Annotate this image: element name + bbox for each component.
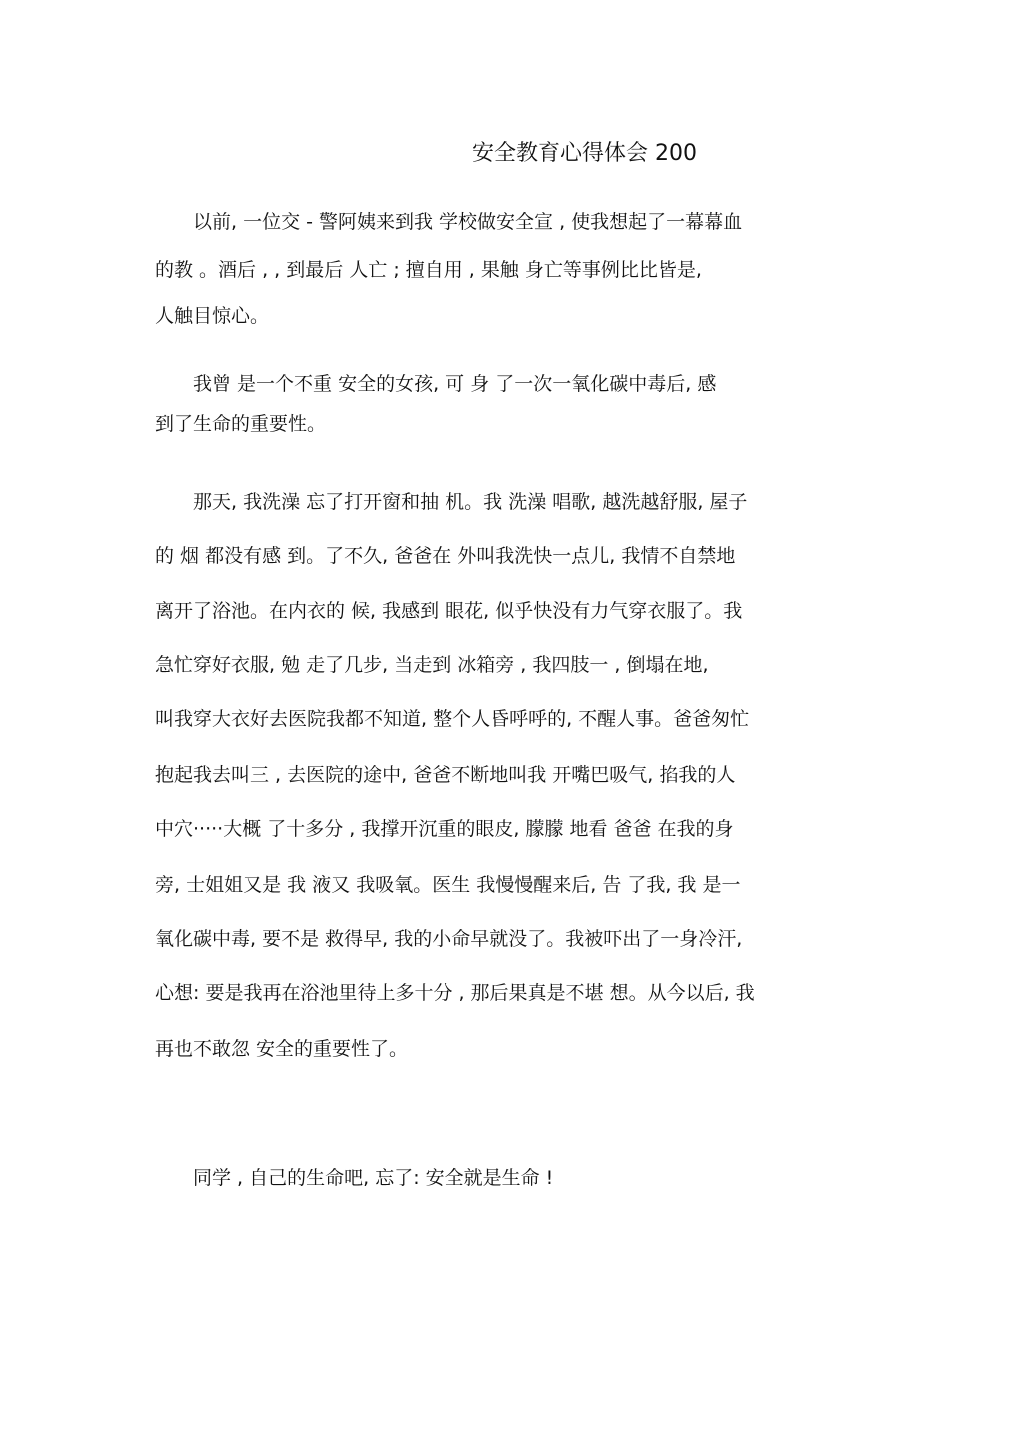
paragraph-line: 离开了浴池。在内衣的 候, 我感到 眼花, 似乎快没有力气穿衣服了。我 (155, 600, 743, 622)
paragraph-line: 以前, 一位交 - 警阿姨来到我 学校做安全宣 , 使我想起了一幕幕血 (155, 211, 743, 233)
paragraph-line: 那天, 我洗澡 忘了打开窗和抽 机。我 洗澡 唱歌, 越洗越舒服, 屋子 (155, 491, 748, 513)
paragraph-line: 我曾 是一个不重 安全的女孩, 可 身 了一次一氧化碳中毒后, 感 (155, 373, 717, 395)
paragraph-line: 旁, 士姐姐又是 我 液又 我吸氧。医生 我慢慢醒来后, 告 了我, 我 是一 (155, 874, 741, 896)
paragraph-line: 再也不敢忽 安全的重要性了。 (155, 1038, 409, 1060)
paragraph-line: 中穴·····大概 了十多分 , 我撑开沉重的眼皮, 朦朦 地看 爸爸 在我的身 (155, 818, 734, 840)
paragraph-line: 到了生命的重要性。 (155, 413, 327, 435)
paragraph-line: 心想: 要是我再在浴池里待上多十分 , 那后果真是不堪 想。从今以后, 我 (155, 982, 755, 1004)
paragraph-line: 同学 , 自己的生命吧, 忘了: 安全就是生命 ! (155, 1167, 554, 1189)
paragraph-line: 叫我穿大衣好去医院我都不知道, 整个人昏呼呼的, 不醒人事。爸爸匆忙 (155, 708, 750, 730)
paragraph-line: 人触目惊心。 (155, 305, 270, 327)
paragraph-line: 急忙穿好衣服, 勉 走了几步, 当走到 冰箱旁 , 我四肢一 , 倒塌在地, (155, 654, 709, 676)
paragraph-line: 抱起我去叫三 , 去医院的途中, 爸爸不断地叫我 开嘴巴吸气, 掐我的人 (155, 764, 736, 786)
paragraph-line: 的教 。酒后 , , 到最后 人亡 ; 擅自用 , 果触 身亡等事例比比皆是, (155, 259, 702, 281)
paragraph-line: 的 烟 都没有感 到。了不久, 爸爸在 外叫我洗快一点儿, 我情不自禁地 (155, 545, 736, 567)
document-title: 安全教育心得体会 200 (472, 141, 697, 166)
paragraph-line: 氧化碳中毒, 要不是 救得早, 我的小命早就没了。我被吓出了一身冷汗, (155, 928, 743, 950)
